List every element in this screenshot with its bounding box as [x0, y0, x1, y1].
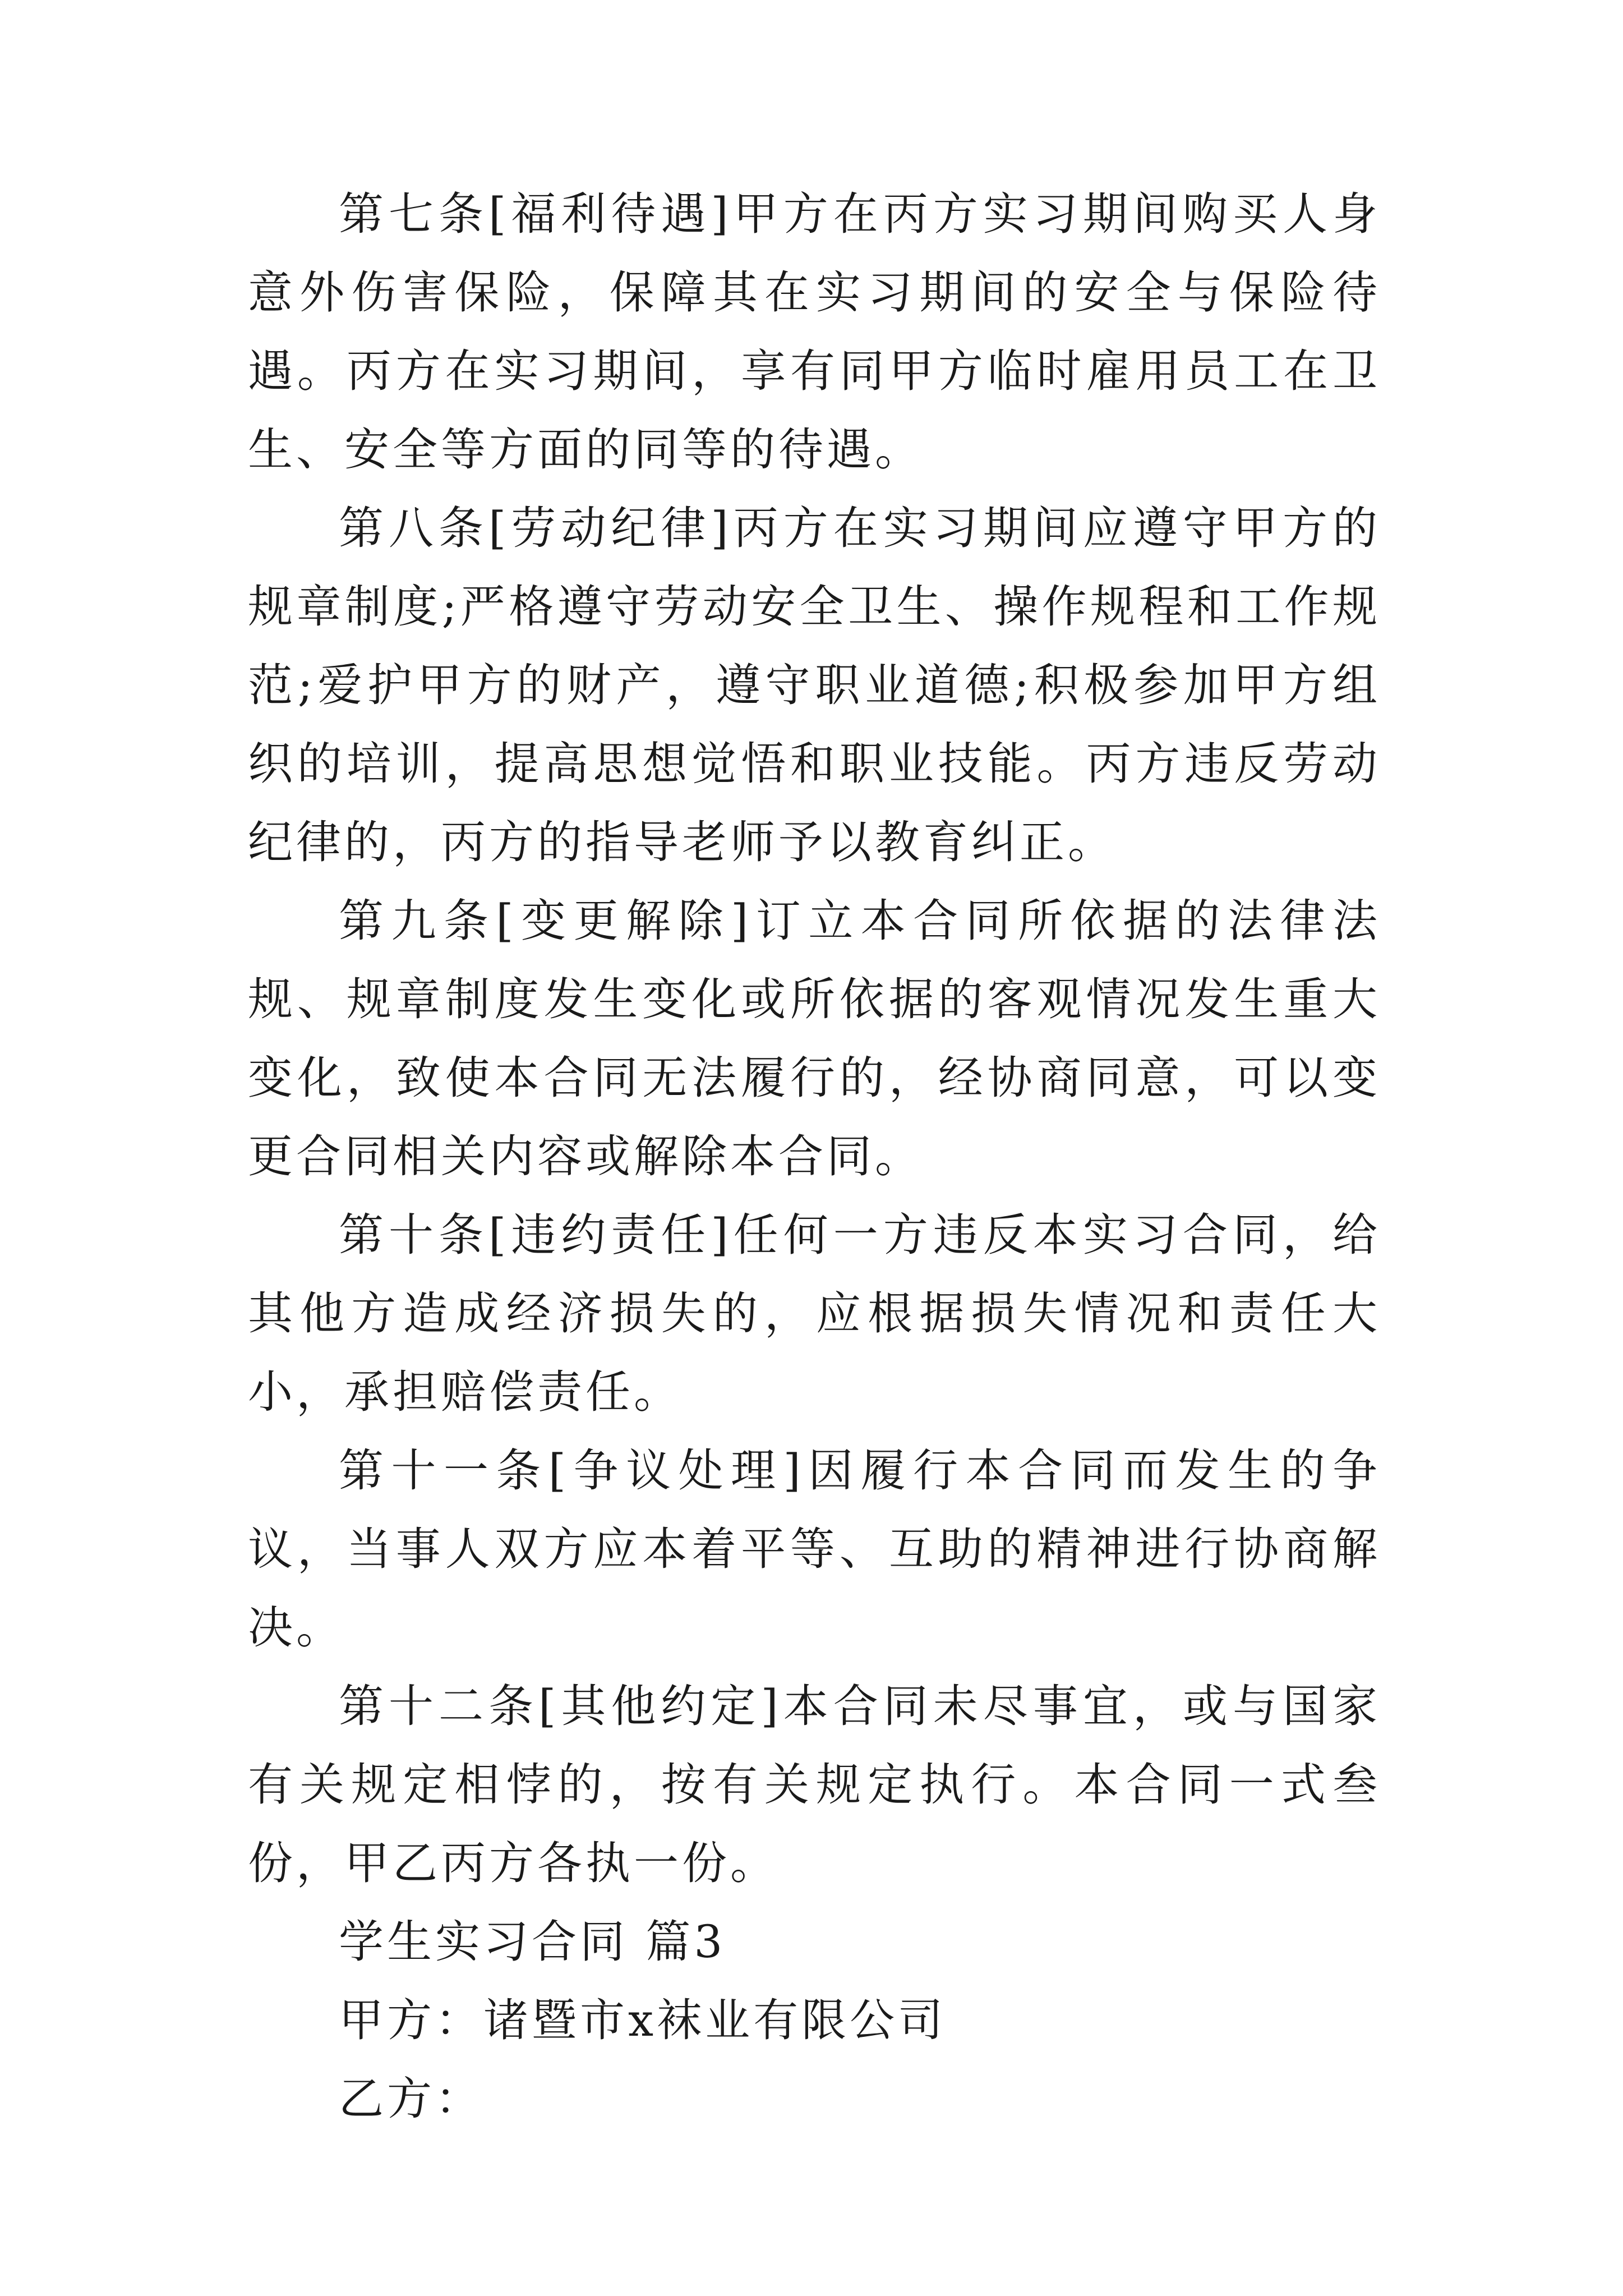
clause-10-breach-liability: 第十条[违约责任]任何一方违反本实习合同，给其他方造成经济损失的，应根据损失情况和责任大小，承担赔偿责任。 [248, 1209, 1381, 1418]
party-b-line: 乙方： [339, 2073, 483, 2125]
clause-11-dispute-resolution: 第十一条[争议处理]因履行本合同而发生的争议，当事人双方应本着平等、互助的精神进行协商解决。 [248, 1444, 1381, 1654]
section-title: 学生实习合同 篇3 [339, 1916, 726, 1968]
clause-9-modification-termination: 第九条[变更解除]订立本合同所依据的法律法规、规章制度发生变化或所依据的客观情况发生重大变化，致使本合同无法履行的，经协商同意，可以变更合同相关内容或解除本合同。 [248, 895, 1381, 1182]
party-a-line: 甲方：诸暨市x袜业有限公司 [339, 1994, 947, 2046]
document-body [248, 175, 1381, 2138]
clause-7-welfare: 第七条[福利待遇]甲方在丙方实习期间购买人身意外伤害保险，保障其在实习期间的安全与保险待遇。丙方在实习期间，享有同甲方临时雇用员工在卫生、安全等方面的同等的待遇。 [248, 188, 1381, 476]
clause-12-other-agreements: 第十二条[其他约定]本合同未尽事宜，或与国家有关规定相悖的，按有关规定执行。本合同一式叁份，甲乙丙方各执一份。 [248, 1680, 1381, 1889]
clause-8-labor-discipline: 第八条[劳动纪律]丙方在实习期间应遵守甲方的规章制度;严格遵守劳动安全卫生、操作规程和工作规范;爱护甲方的财产，遵守职业道德;积极参加甲方组织的培训，提高思想觉悟和职业技能。丙方违反劳动纪律的，丙方的指导老师予以教育纠正。 [248, 502, 1381, 868]
